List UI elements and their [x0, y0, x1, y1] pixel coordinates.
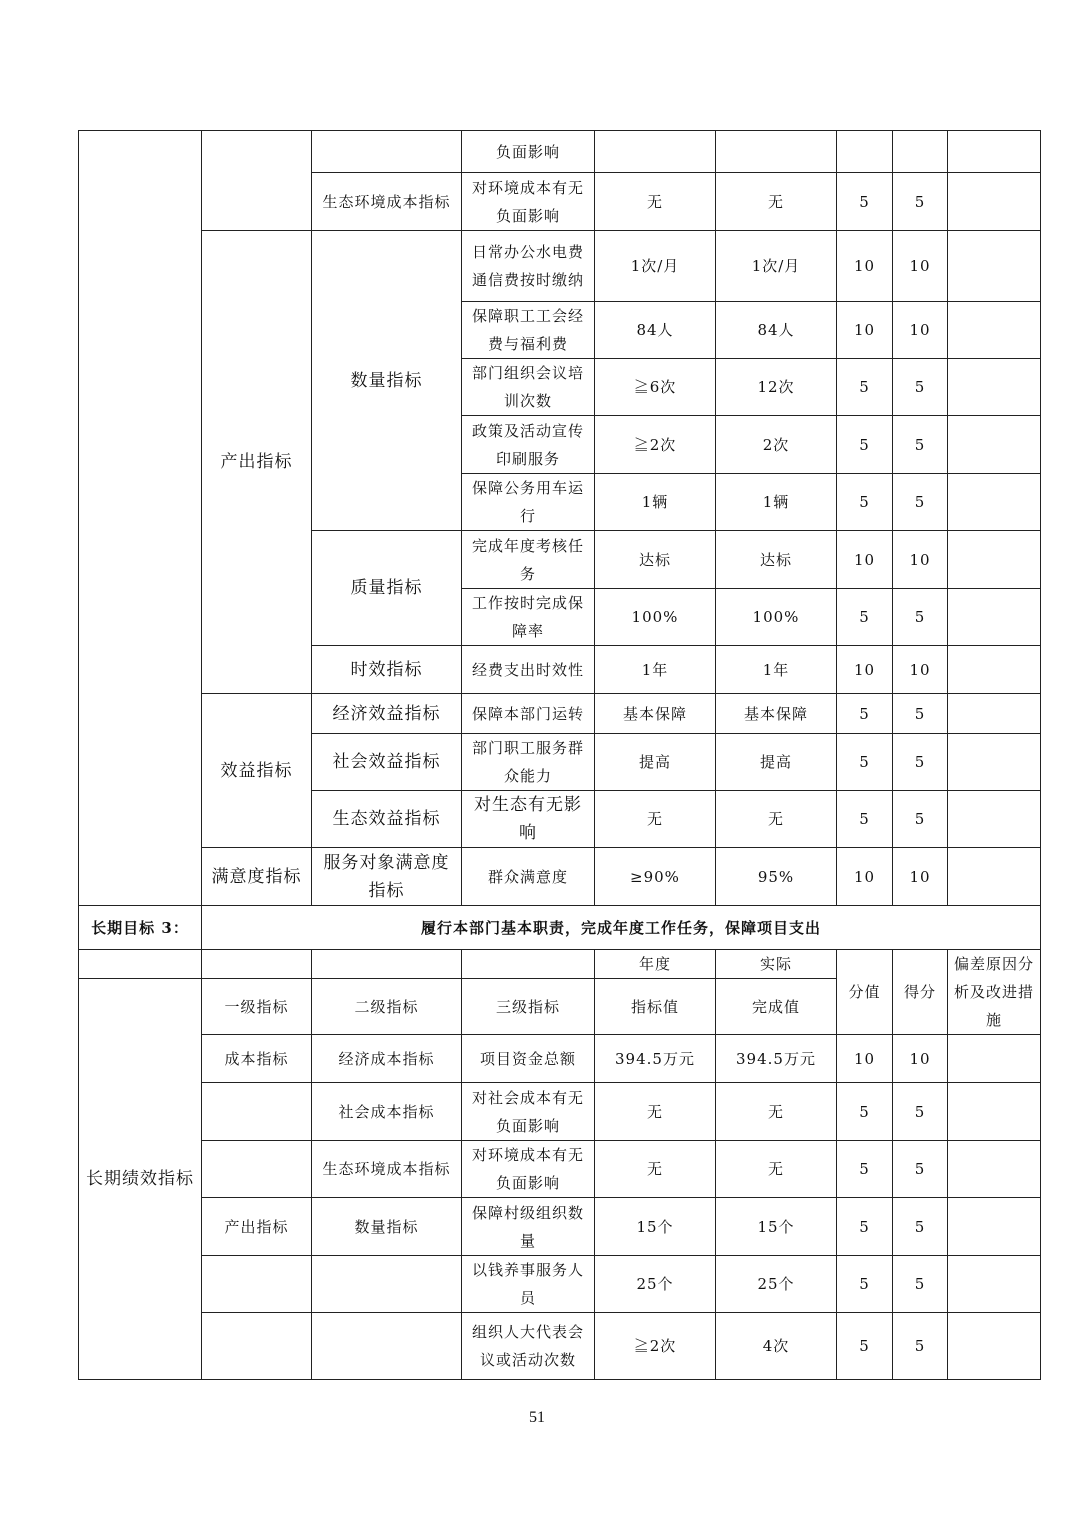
- score-cell: 10: [837, 531, 893, 589]
- got-cell: 5: [893, 1256, 948, 1313]
- actual-cell: 2次: [716, 416, 837, 474]
- got-cell: 5: [893, 1141, 948, 1198]
- actual-cell: 12次: [716, 359, 837, 416]
- header-blank: [79, 950, 202, 979]
- got-cell: 5: [893, 1313, 948, 1380]
- score-cell: 5: [837, 791, 893, 848]
- l2-cell: 社会效益指标: [312, 734, 462, 791]
- l3-cell: 部门职工服务群众能力: [462, 734, 595, 791]
- table-row: [79, 1035, 1041, 1083]
- target-cell: 无: [595, 1083, 716, 1141]
- header-blank: [312, 950, 462, 979]
- table-row: [79, 131, 1041, 173]
- actual-cell: 95%: [716, 848, 837, 906]
- actual-cell: 无: [716, 1141, 837, 1198]
- got-cell: 5: [893, 359, 948, 416]
- table-row: [79, 1141, 1041, 1198]
- l3-cell: 以钱养事服务人员: [462, 1256, 595, 1313]
- header-got: 得分: [893, 950, 948, 1035]
- score-cell: 10: [837, 1035, 893, 1083]
- l3-cell: 日常办公水电费通信费按时缴纳: [462, 231, 595, 302]
- l3-cell: 对环境成本有无负面影响: [462, 1141, 595, 1198]
- header-l1: 一级指标: [202, 979, 312, 1035]
- goal3-text: 履行本部门基本职责，完成年度工作任务，保障项目支出: [202, 906, 1041, 950]
- header-target: 指标值: [595, 979, 716, 1035]
- score-cell: 5: [837, 416, 893, 474]
- target-cell: 25个: [595, 1256, 716, 1313]
- target-cell: 无: [595, 173, 716, 231]
- score-cell: 10: [837, 646, 893, 694]
- deviation-cell: [948, 589, 1041, 646]
- score-cell: 5: [837, 589, 893, 646]
- l2-cell: 服务对象满意度指标: [312, 848, 462, 906]
- target-cell: ≧2次: [595, 1313, 716, 1380]
- got-cell: 5: [893, 1083, 948, 1141]
- actual-cell: 15个: [716, 1198, 837, 1256]
- got-cell: 5: [893, 734, 948, 791]
- actual-cell: 无: [716, 173, 837, 231]
- deviation-cell: [948, 474, 1041, 531]
- target-cell: 提高: [595, 734, 716, 791]
- got-cell: 10: [893, 848, 948, 906]
- l2-cell: [312, 1256, 462, 1313]
- deviation-cell: [948, 1313, 1041, 1380]
- target-cell: 1次/月: [595, 231, 716, 302]
- target-cell: 达标: [595, 531, 716, 589]
- l1-cell: 成本指标: [202, 1035, 312, 1083]
- table-row: [79, 1198, 1041, 1256]
- table-row: [79, 1256, 1041, 1313]
- score-cell: 10: [837, 231, 893, 302]
- goal3-row: [79, 906, 1041, 950]
- deviation-cell: [948, 1256, 1041, 1313]
- l3-cell: 对环境成本有无负面影响: [462, 173, 595, 231]
- table-row: [79, 1313, 1041, 1380]
- l1-cell: [202, 1083, 312, 1141]
- deviation-cell: [948, 359, 1041, 416]
- score-cell: 5: [837, 359, 893, 416]
- l3-cell: 保障村级组织数量: [462, 1198, 595, 1256]
- l1-cell: [202, 1141, 312, 1198]
- header-actual: 实际: [716, 950, 837, 979]
- actual-cell: 无: [716, 791, 837, 848]
- l3-cell: 负面影响: [462, 131, 595, 173]
- got-cell: 5: [893, 791, 948, 848]
- actual-cell: 394.5万元: [716, 1035, 837, 1083]
- l1-cell: [202, 1313, 312, 1380]
- l2-cell: 经济效益指标: [312, 694, 462, 734]
- got-cell: 5: [893, 694, 948, 734]
- l2-cell: 数量指标: [312, 231, 462, 531]
- got-cell: 5: [893, 416, 948, 474]
- header-score: 分值: [837, 950, 893, 1035]
- score-cell: 5: [837, 474, 893, 531]
- l3-cell: 部门组织会议培训次数: [462, 359, 595, 416]
- goal3-label: 长期目标 3：: [79, 906, 202, 950]
- l3-cell: 保障职工工会经费与福利费: [462, 302, 595, 359]
- deviation-cell: [948, 791, 1041, 848]
- target-cell: 无: [595, 791, 716, 848]
- l3-cell: 政策及活动宣传印刷服务: [462, 416, 595, 474]
- header-done: 完成值: [716, 979, 837, 1035]
- target-cell: 无: [595, 1141, 716, 1198]
- got-cell: [893, 131, 948, 173]
- got-cell: 5: [893, 474, 948, 531]
- got-cell: 10: [893, 646, 948, 694]
- l2-cell: 经济成本指标: [312, 1035, 462, 1083]
- page-number: 51: [529, 1409, 545, 1426]
- l2-cell: 社会成本指标: [312, 1083, 462, 1141]
- target-cell: 394.5万元: [595, 1035, 716, 1083]
- got-cell: 10: [893, 231, 948, 302]
- actual-cell: 基本保障: [716, 694, 837, 734]
- target-cell: 84人: [595, 302, 716, 359]
- l2-cell: 生态效益指标: [312, 791, 462, 848]
- header-l2: 二级指标: [312, 979, 462, 1035]
- target-cell: 1年: [595, 646, 716, 694]
- actual-cell: 1次/月: [716, 231, 837, 302]
- score-cell: 10: [837, 848, 893, 906]
- actual-cell: 84人: [716, 302, 837, 359]
- l2-cell: 生态环境成本指标: [312, 1141, 462, 1198]
- actual-cell: 1辆: [716, 474, 837, 531]
- deviation-cell: [948, 1198, 1041, 1256]
- score-cell: [837, 131, 893, 173]
- header-l3: 三级指标: [462, 979, 595, 1035]
- got-cell: 10: [893, 1035, 948, 1083]
- l3-cell: 保障本部门运转: [462, 694, 595, 734]
- deviation-cell: [948, 694, 1041, 734]
- deviation-cell: [948, 646, 1041, 694]
- deviation-cell: [948, 531, 1041, 589]
- l3-cell: 工作按时完成保障率: [462, 589, 595, 646]
- target-cell: 15个: [595, 1198, 716, 1256]
- header-year: 年度: [595, 950, 716, 979]
- target-cell: ≥90%: [595, 848, 716, 906]
- actual-cell: 100%: [716, 589, 837, 646]
- l2-cell: 数量指标: [312, 1198, 462, 1256]
- deviation-cell: [948, 416, 1041, 474]
- performance-table: [78, 130, 1041, 1380]
- header-row-1: [79, 950, 1041, 979]
- l2-cell: [312, 1313, 462, 1380]
- deviation-cell: [948, 131, 1041, 173]
- deviation-cell: [948, 173, 1041, 231]
- l3-cell: 对社会成本有无负面影响: [462, 1083, 595, 1141]
- table-row: [79, 848, 1041, 906]
- l3-cell: 对生态有无影响: [462, 791, 595, 848]
- l2-cell: 质量指标: [312, 531, 462, 646]
- actual-cell: 提高: [716, 734, 837, 791]
- deviation-cell: [948, 1083, 1041, 1141]
- deviation-cell: [948, 302, 1041, 359]
- deviation-cell: [948, 231, 1041, 302]
- header-deviation: 偏差原因分析及改进措施: [948, 950, 1041, 1035]
- target-cell: 1辆: [595, 474, 716, 531]
- target-cell: 基本保障: [595, 694, 716, 734]
- score-cell: 5: [837, 1083, 893, 1141]
- deviation-cell: [948, 1035, 1041, 1083]
- header-blank: [462, 950, 595, 979]
- got-cell: 5: [893, 589, 948, 646]
- got-cell: 5: [893, 1198, 948, 1256]
- l3-cell: 经费支出时效性: [462, 646, 595, 694]
- deviation-cell: [948, 734, 1041, 791]
- l2-cell: 时效指标: [312, 646, 462, 694]
- l3-cell: 保障公务用车运行: [462, 474, 595, 531]
- l3-cell: 项目资金总额: [462, 1035, 595, 1083]
- table-row: [79, 231, 1041, 302]
- score-cell: 5: [837, 1256, 893, 1313]
- l2-cell: [312, 131, 462, 173]
- l3-cell: 完成年度考核任务: [462, 531, 595, 589]
- target-cell: 100%: [595, 589, 716, 646]
- l3-cell: 组织人大代表会议或活动次数: [462, 1313, 595, 1380]
- score-cell: 5: [837, 734, 893, 791]
- l1-cell: 产出指标: [202, 231, 312, 694]
- deviation-cell: [948, 1141, 1041, 1198]
- l1-cell: 效益指标: [202, 694, 312, 848]
- l1-cell: 满意度指标: [202, 848, 312, 906]
- l3-cell: 群众满意度: [462, 848, 595, 906]
- actual-cell: 无: [716, 1083, 837, 1141]
- actual-cell: [716, 131, 837, 173]
- table-row: [79, 694, 1041, 734]
- score-cell: 10: [837, 302, 893, 359]
- score-cell: 5: [837, 1313, 893, 1380]
- actual-cell: 4次: [716, 1313, 837, 1380]
- score-cell: 5: [837, 1198, 893, 1256]
- actual-cell: 达标: [716, 531, 837, 589]
- l1-cell: 产出指标: [202, 1198, 312, 1256]
- section1-col0: [79, 131, 202, 906]
- target-cell: [595, 131, 716, 173]
- target-cell: ≧6次: [595, 359, 716, 416]
- target-cell: ≧2次: [595, 416, 716, 474]
- actual-cell: 25个: [716, 1256, 837, 1313]
- l1-cell: [202, 1256, 312, 1313]
- actual-cell: 1年: [716, 646, 837, 694]
- table-row: [79, 1083, 1041, 1141]
- got-cell: 5: [893, 173, 948, 231]
- deviation-cell: [948, 848, 1041, 906]
- score-cell: 5: [837, 694, 893, 734]
- l2-cell: 生态环境成本指标: [312, 173, 462, 231]
- score-cell: 5: [837, 1141, 893, 1198]
- header-blank: [202, 950, 312, 979]
- section2-title: 长期绩效指标: [79, 979, 202, 1380]
- l1-cell: [202, 131, 312, 231]
- score-cell: 5: [837, 173, 893, 231]
- got-cell: 10: [893, 531, 948, 589]
- got-cell: 10: [893, 302, 948, 359]
